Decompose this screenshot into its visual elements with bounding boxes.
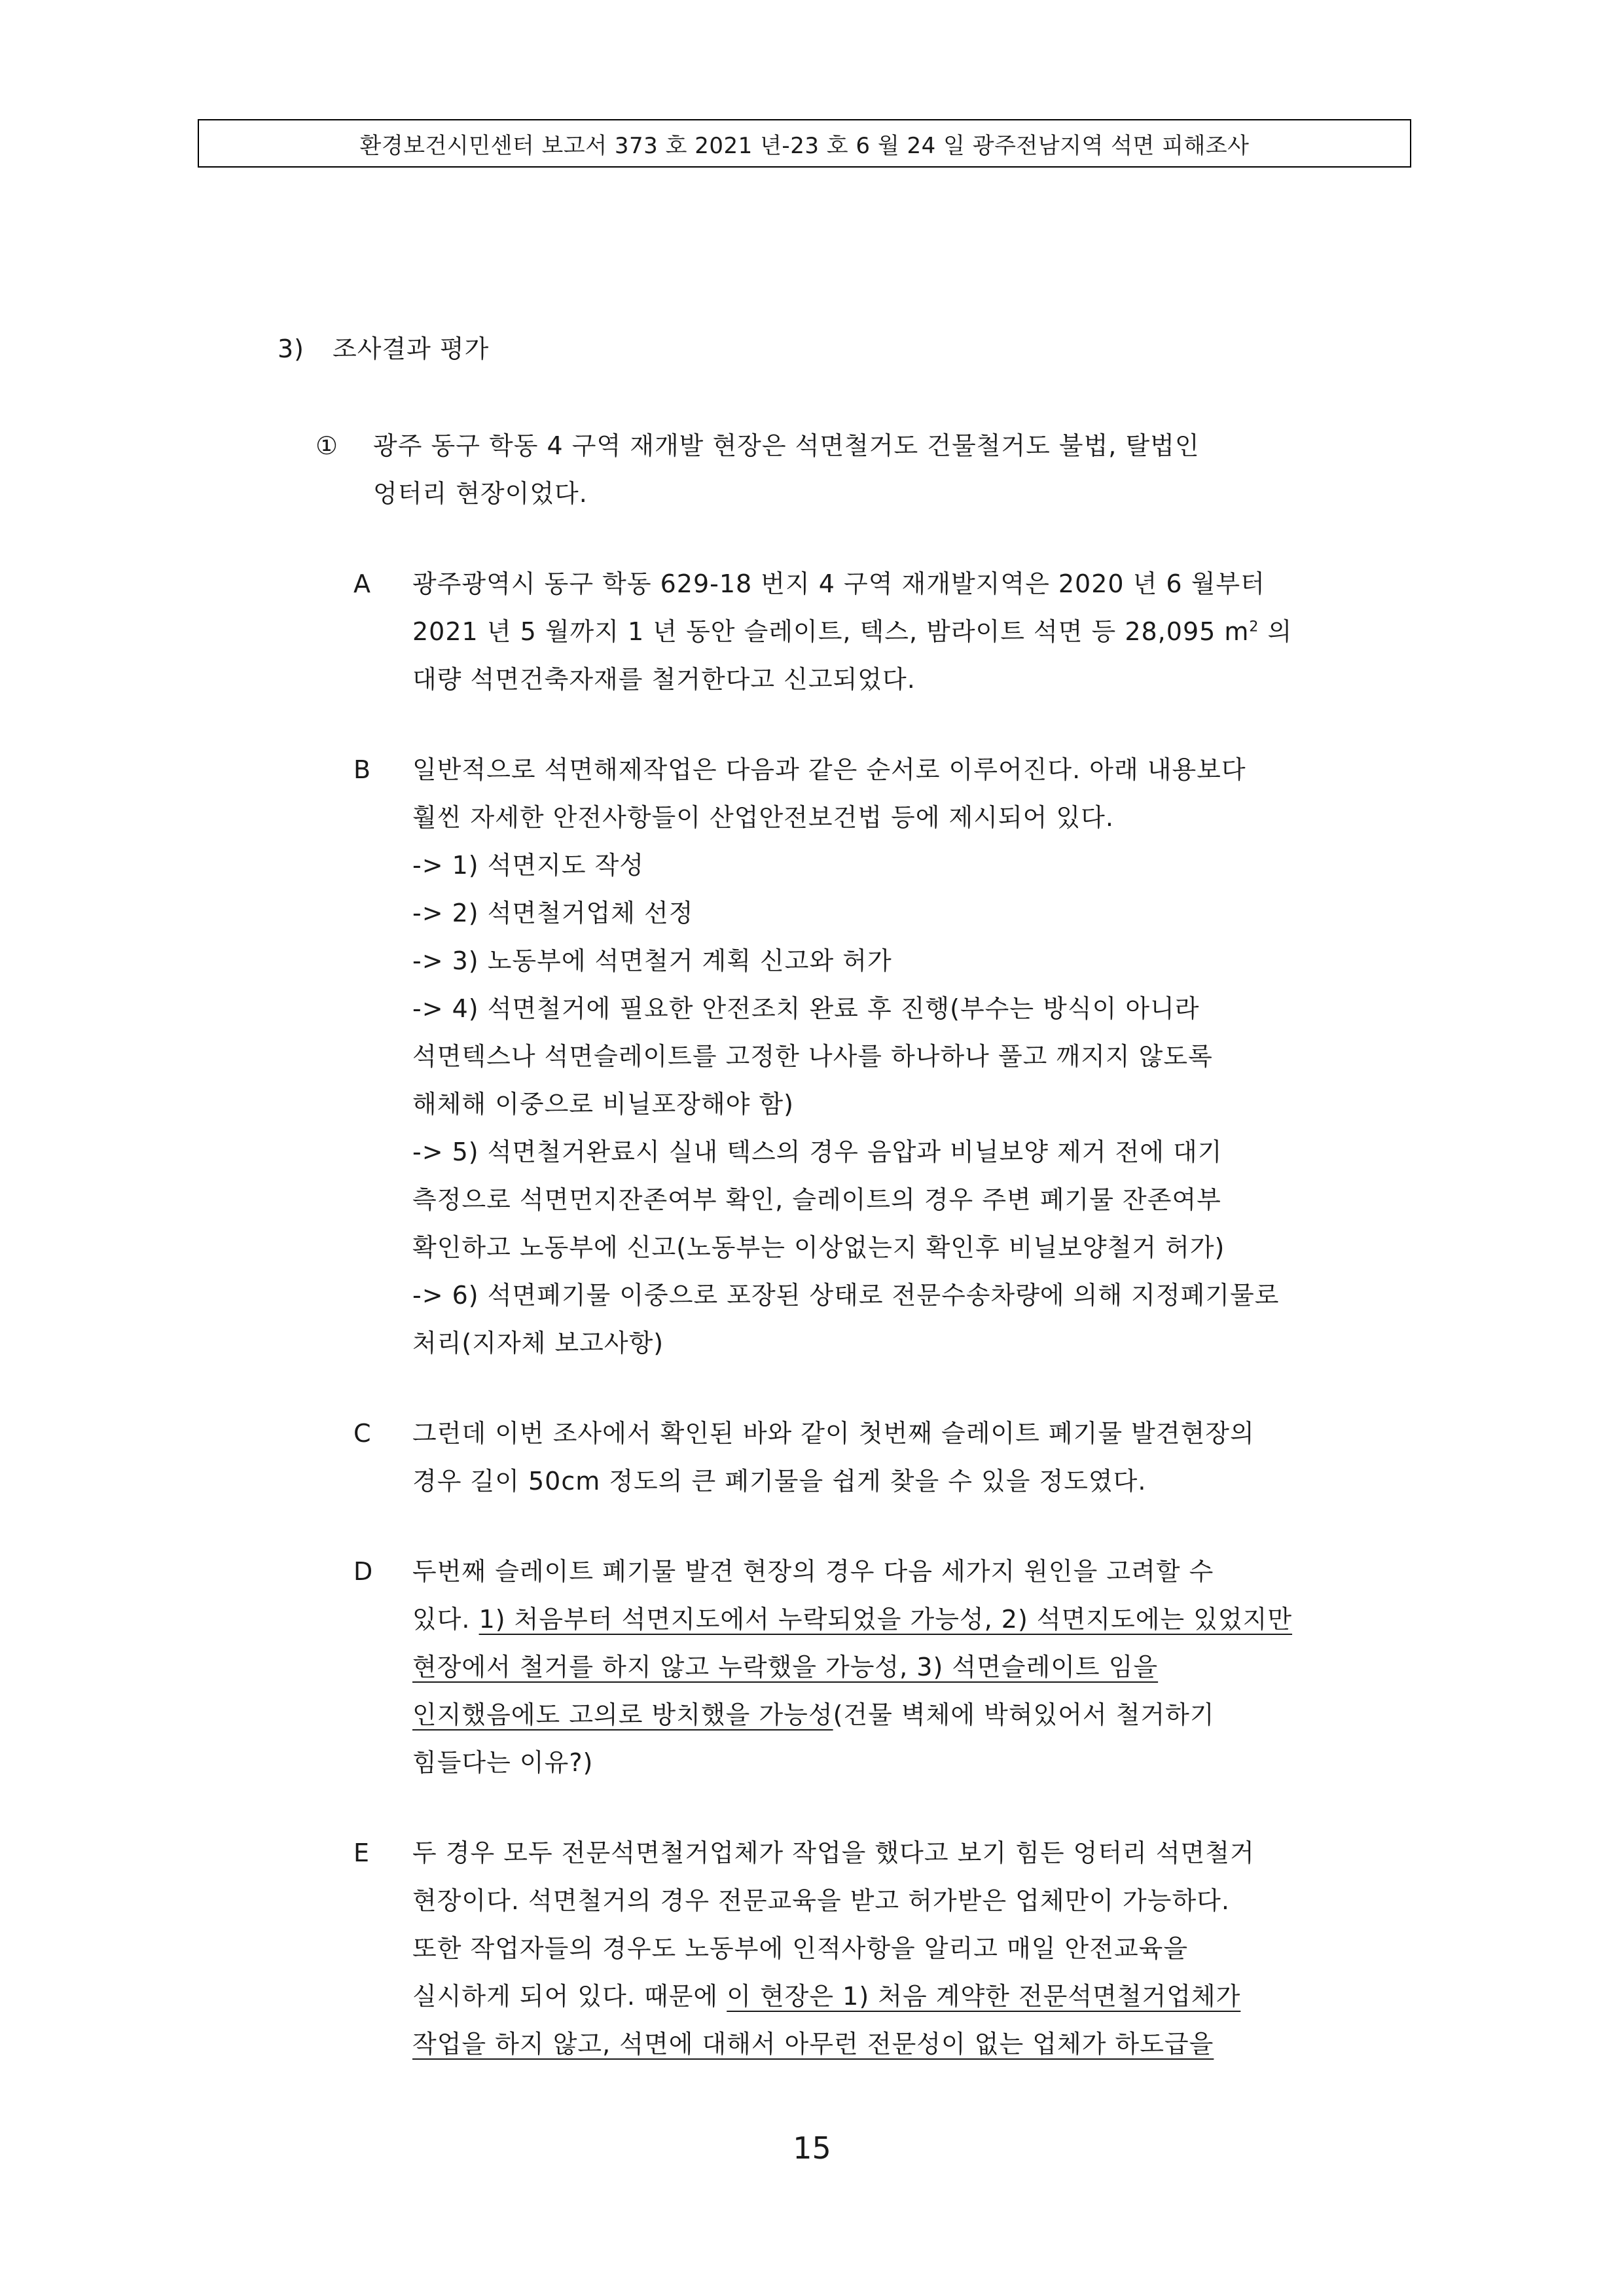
item-b-line-10: 측정으로 석면먼지잔존여부 확인, 슬레이트의 경우 주변 폐기물 잔존여부 [412, 1185, 1221, 1214]
point-1-line-2: 엉터리 현장이었다. [373, 479, 588, 508]
item-e-line-5 [412, 2032, 1214, 2056]
item-b-line-4: -> 2) 석면철거업체 선정 [412, 899, 694, 927]
item-e-line-1: 두 경우 모두 전문석면철거업체가 작업을 했다고 보기 힘든 엉터리 석면철거 [412, 1839, 1255, 1867]
item-b-line-8: 해체해 이중으로 비닐포장해야 함) [412, 1090, 794, 1119]
item-e-line-4-plain: 실시하게 되어 있다. 때문에 [412, 1982, 727, 2011]
item-b-line-2: 훨씬 자세한 안전사항들이 산업안전보건법 등에 제시되어 있다. [412, 803, 1114, 832]
item-a-line-2-text: 2021 년 5 월까지 1 년 동안 슬레이트, 텍스, 밤라이트 석면 등 28,095 m [412, 617, 1250, 646]
point-1-marker: ① [316, 431, 338, 460]
item-d-line-4-plain: (건물 벽체에 박혀있어서 철거하기 [833, 1700, 1215, 1729]
item-b-line-5: -> 3) 노동부에 석면철거 계획 신고와 허가 [412, 946, 892, 975]
item-d-line-3-underlined: 현장에서 철거를 하지 않고 누락했을 가능성, 3) 석면슬레이트 임을 [412, 1653, 1159, 1681]
item-d-line-4 [412, 1702, 1215, 1727]
point-1-line-1: 광주 동구 학동 4 구역 재개발 현장은 석면철거도 건물철거도 불법, 탈법인 [373, 431, 1200, 460]
item-d-line-5: 힘들다는 이유?) [412, 1748, 594, 1777]
item-d-line-4-underlined: 인지했음에도 고의로 방치했을 가능성 [412, 1700, 833, 1729]
item-e-line-2: 현장이다. 석면철거의 경우 전문교육을 받고 허가받은 업체만이 가능하다. [412, 1886, 1230, 1915]
item-b-line-3: -> 1) 석면지도 작성 [412, 851, 645, 880]
item-d-line-1: 두번째 슬레이트 폐기물 발견 현장의 경우 다음 세가지 원인을 고려할 수 [412, 1557, 1214, 1586]
report-header: 환경보건시민센터 보고서 373 호 2021 년-23 호 6 월 24 일 광주전남지역 석면 피해조사 [198, 119, 1411, 168]
item-e-line-5-underlined: 작업을 하지 않고, 석면에 대해서 아무런 전문성이 없는 업체가 하도급을 [412, 2030, 1214, 2058]
item-d-line-3 [412, 1655, 1158, 1679]
item-b-line-7: 석면텍스나 석면슬레이트를 고정한 나사를 하나하나 풀고 깨지지 않도록 [412, 1042, 1213, 1071]
item-c-line-2: 경우 길이 50cm 정도의 큰 폐기물을 쉽게 찾을 수 있을 정도였다. [412, 1467, 1147, 1496]
item-b-line-1: 일반적으로 석면해제작업은 다음과 같은 순서로 이루어진다. 아래 내용보다 [412, 755, 1246, 784]
item-e-line-3: 또한 작업자들의 경우도 노동부에 인적사항을 알리고 매일 안전교육을 [412, 1934, 1189, 1963]
item-a-line-1: 광주광역시 동구 학동 629-18 번지 4 구역 재개발지역은 2020 년 6 월부터 [412, 569, 1265, 598]
item-d-line-2 [412, 1607, 1292, 1632]
page-number: 15 [793, 2130, 831, 2166]
item-e-marker: E [353, 1839, 370, 1867]
item-a-line-2-tail: 의 [1259, 617, 1293, 646]
item-a-marker: A [353, 569, 370, 598]
item-d-marker: D [353, 1557, 373, 1586]
item-b-line-12: -> 6) 석면폐기물 이중으로 포장된 상태로 전문수송차량에 의해 지정폐기물로 [412, 1281, 1280, 1310]
section-number: 3) [278, 334, 305, 363]
item-d-line-2-plain: 있다. [412, 1605, 479, 1634]
item-e-line-4-underlined: 이 현장은 1) 처음 계약한 전문석면철거업체가 [727, 1982, 1241, 2011]
item-b-line-9: -> 5) 석면철거완료시 실내 텍스의 경우 음압과 비닐보양 제거 전에 대기 [412, 1138, 1223, 1166]
item-a-line-3: 대량 석면건축자재를 철거한다고 신고되었다. [412, 665, 916, 694]
section-title: 조사결과 평가 [333, 334, 490, 363]
item-c-line-1: 그런데 이번 조사에서 확인된 바와 같이 첫번째 슬레이트 폐기물 발견현장의 [412, 1419, 1255, 1448]
item-e-line-4 [412, 1984, 1240, 2009]
item-a-line-2 [412, 619, 1292, 644]
item-d-line-2-underlined: 1) 처음부터 석면지도에서 누락되었을 가능성, 2) 석면지도에는 있었지만 [478, 1605, 1293, 1634]
item-b-line-11: 확인하고 노동부에 신고(노동부는 이상없는지 확인후 비닐보양철거 허가) [412, 1233, 1225, 1262]
item-b-line-6: -> 4) 석면철거에 필요한 안전조치 완료 후 진행(부수는 방식이 아니라 [412, 994, 1200, 1023]
item-b-line-13: 처리(지자체 보고사항) [412, 1329, 664, 1357]
item-b-marker: B [353, 755, 371, 784]
item-c-marker: C [353, 1419, 371, 1448]
unit-superscript: 2 [1249, 619, 1259, 636]
